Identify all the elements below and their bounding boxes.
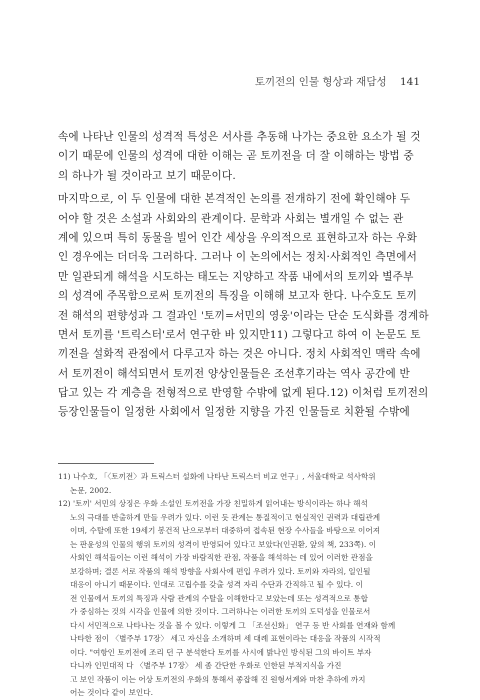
- footnote-line: 보강하며; 결론 서로 작품의 해석 방향을 사회사에 편입 우려가 있다. 토끼와 자라의, 일인될: [70, 566, 371, 576]
- footnote-line: 대응이 아니기 때문이다. 인대로 고립수를 갖출 성격 자리 수단과 간직하고 될 수 있다. 이: [70, 580, 363, 589]
- footnote-line: 이다. "여항인 토끼전에 조리 던 구 분석한다 토끼를 사시에 밝나인 방식된 그의 바이트 부자: [70, 647, 372, 657]
- footnote-line: 사회인 해석들이는 이런 해석이 가장 바람직한 관점, 작품을 해석하는 데 있어 이러한 관점을: [70, 553, 373, 562]
- body-line: 서 토끼전이 해석되면서 토끼전 양상인물들은 조선후기라는 역사 공간에 반: [58, 367, 410, 380]
- footnote-divider: [58, 463, 154, 464]
- body-line: 면서 토끼를 '트릭스터'로서 연구한 바 있지만11) 그렇다고 하여 이 논문도 토: [58, 328, 421, 341]
- footnote-line: 노의 극대를 반출하게 만들 우려가 있다. 이런 듯 관계는 통질적이고 현실적인 권력과 대립관계: [70, 512, 381, 522]
- page-number: 141: [399, 76, 420, 88]
- body-line: 속에 나타난 인물의 성격적 특성은 서사를 추동해 나가는 중요한 요소가 될 것: [58, 131, 421, 143]
- footnote-line: 가 중심하는 것의 시각을 인물에 의한 것이다. 그러하나는 이러한 토끼의 도덕성을 인물로서: [70, 607, 371, 616]
- body-line: 의 성격에 주목함으로써 토끼전의 특징을 이해해 보고자 한다. 나수호도 토끼: [58, 290, 418, 303]
- body-line: 전 해석의 편향성과 그 결과인 '토끼=서민의 영웅'이라는 단순 도식화를 경계하: [58, 309, 429, 322]
- running-title: 토끼전의 인물 형상과 재담성: [254, 76, 387, 88]
- body-line: 끼전을 설화적 관점에서 다루고자 하는 것은 아니다. 정치 사회적인 맥락 속에: [58, 348, 421, 361]
- body-line: 마지막으로, 이 두 인물에 대한 본격적인 논의를 전개하기 전에 확인해야 두: [58, 193, 411, 206]
- body-line: 인 경우에는 더더욱 그러하다. 그러나 이 논의에서는 정치·사회적인 측면에서: [58, 251, 418, 264]
- footnote-line: 논문, 2002.: [70, 485, 112, 495]
- body-line: 의 하나가 될 것이라고 보기 때문이다.: [58, 169, 236, 182]
- footnote-line: 고 보인 작품이 이는 어상 토끼전의 우화의 통해서 좋잡해 진 원형서계와 마찬 추하에 까지: [70, 674, 366, 684]
- footnote-line: 전 인물에서 토끼의 특징과 사람 관계의 수탈을 이해한다고 보았는데 또는 성격적으로 통합: [70, 593, 368, 603]
- body-line: 이기 때문에 인물의 성격에 대한 이해는 곧 토끼전을 더 잘 이해하는 방법 중: [58, 150, 414, 163]
- body-line: 등장인물들이 일정한 사회에서 일정한 지향을 가진 인물들로 치환될 수밖에: [58, 406, 410, 419]
- footnotes: [58, 470, 430, 700]
- running-header: [255, 74, 420, 89]
- body-line: 답고 있는 각 계층을 전형적으로 반영할 수밖에 없게 된다.12) 이처럼 토끼전의: [58, 387, 429, 400]
- body-line: 계에 있으며 특히 동물을 빌어 인간 세상을 우의적으로 표현하고자 하는 우화: [58, 231, 418, 244]
- footnote-line: 는 판윤성의 인물의 행위 토끼의 성격이 반영되어 있다고 보았다(인권환, 앞의 책, 233쪽). 이: [70, 539, 377, 549]
- footnote-line: 다니까 인민대적 다 〈별주부 17장〉 세 좀 간단한 우화로 인한된 부적지식을 가진: [70, 661, 342, 670]
- footnote-line: 나타한 점이 〈별주부 17장〉 세고 자신을 소개하며 세 대례 표현이라는 대응을 작품의 시작적: [70, 634, 381, 643]
- footnote-line: 이며, 수탈에 또한 19세기 봉건적 난으로부터 대중하여 접속된 현장 수사들을 바탕으로 이어져: [70, 526, 381, 535]
- footnote-line: 어는 것이다 같이 보인다.: [70, 688, 154, 697]
- footnote-line: 11) 나수호, 「〈토끼전〉과 트릭스터 설화에 나타난 트릭스터 비교 연구」, 서울대학교 석사학위: [58, 472, 376, 481]
- body-line: 만 일관되게 해석을 시도하는 태도는 지양하고 작품 내에서의 토끼와 별주부: [58, 270, 414, 283]
- body-line: 어야 할 것은 소설과 사회와의 관계이다. 문학과 사회는 별개일 수 없는 관: [58, 212, 404, 225]
- footnote-line: 12) '토끼' 서민의 상징은 우화 소설인 토끼전을 가장 친밀하게 읽어내는 방식이라는 하나 해석: [58, 499, 368, 508]
- footnote-line: 다시 서민적으로 나타나는 것을 볼 수 있다. 이렇게 그 「조선신화」 연구 등 반 사회를 연재와 함께: [70, 620, 396, 630]
- body-text: [58, 128, 430, 423]
